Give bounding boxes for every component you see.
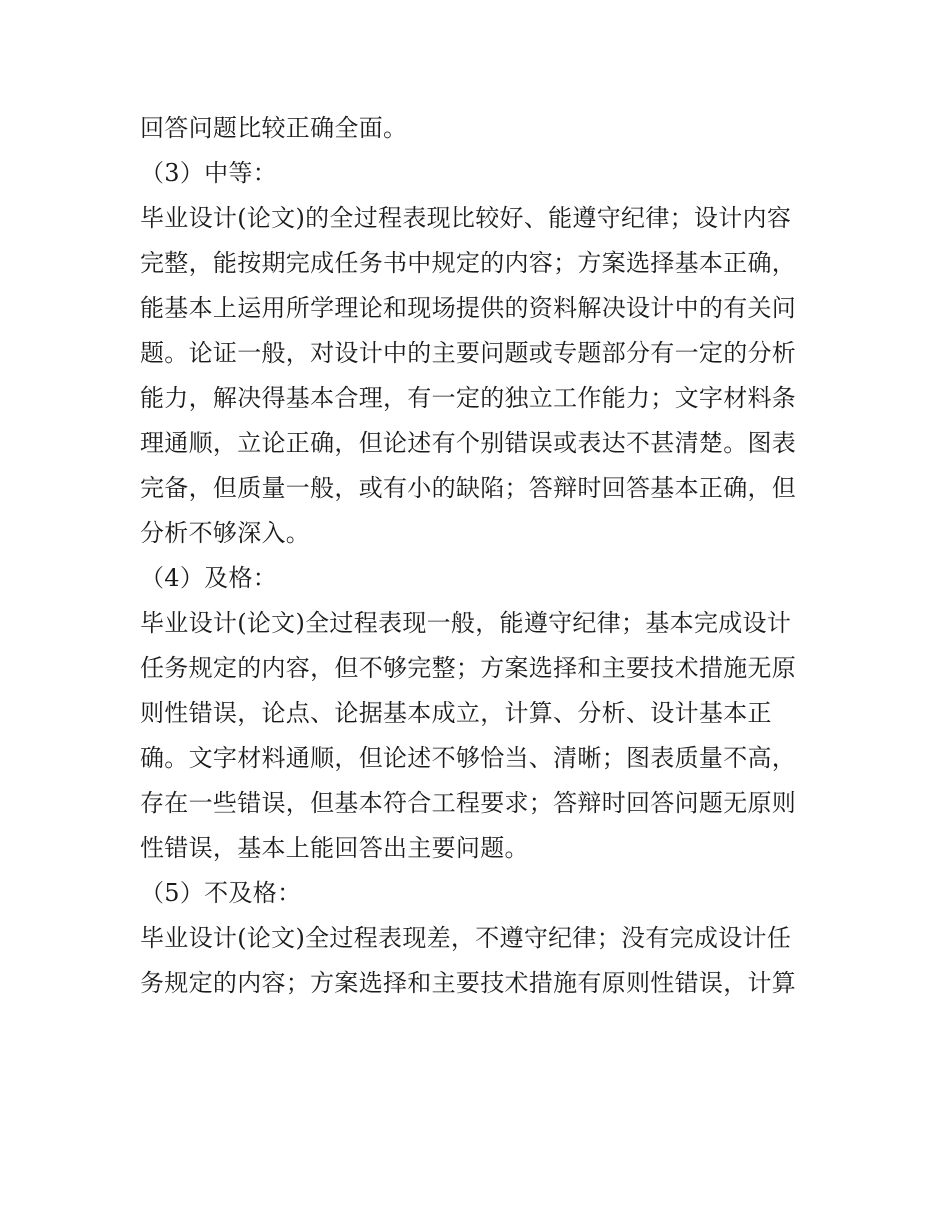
section-heading-pass: （4）及格： bbox=[140, 564, 278, 592]
section-heading-medium: （3）中等： bbox=[140, 159, 278, 187]
text-line: 存在一些错误，但基本符合工程要求；答辩时回答问题无原则 bbox=[140, 789, 797, 817]
text-line: 完备，但质量一般，或有小的缺陷；答辩时回答基本正确，但 bbox=[140, 474, 797, 502]
text-line: 任务规定的内容，但不够完整；方案选择和主要技术措施无原 bbox=[140, 654, 797, 682]
text-line: 毕业设计(论文)的全过程表现比较好、能遵守纪律；设计内容 bbox=[140, 204, 792, 232]
text-line: 毕业设计(论文)全过程表现一般，能遵守纪律；基本完成设计 bbox=[140, 609, 792, 637]
text-line: 能力，解决得基本合理，有一定的独立工作能力；文字材料条 bbox=[140, 384, 797, 412]
text-line: 能基本上运用所学理论和现场提供的资料解决设计中的有关问 bbox=[140, 294, 797, 322]
text-line: 毕业设计(论文)全过程表现差，不遵守纪律；没有完成设计任 bbox=[140, 924, 792, 952]
text-line: 分析不够深入。 bbox=[140, 519, 311, 547]
document-body bbox=[140, 106, 820, 1006]
section-heading-fail: （5）不及格： bbox=[140, 879, 302, 907]
text-line: 则性错误，论点、论据基本成立，计算、分析、设计基本正 bbox=[140, 699, 772, 727]
text-line: 完整，能按期完成任务书中规定的内容；方案选择基本正确， bbox=[140, 249, 797, 277]
text-line: 确。文字材料通顺，但论述不够恰当、清晰；图表质量不高， bbox=[140, 744, 797, 772]
text-line: 务规定的内容；方案选择和主要技术措施有原则性错误，计算 bbox=[140, 969, 797, 997]
text-line: 性错误，基本上能回答出主要问题。 bbox=[140, 834, 529, 862]
text-line: 理通顺，立论正确，但论述有个别错误或表达不甚清楚。图表 bbox=[140, 429, 797, 457]
text-line: 回答问题比较正确全面。 bbox=[140, 114, 408, 142]
text-line: 题。论证一般，对设计中的主要问题或专题部分有一定的分析 bbox=[140, 339, 797, 367]
